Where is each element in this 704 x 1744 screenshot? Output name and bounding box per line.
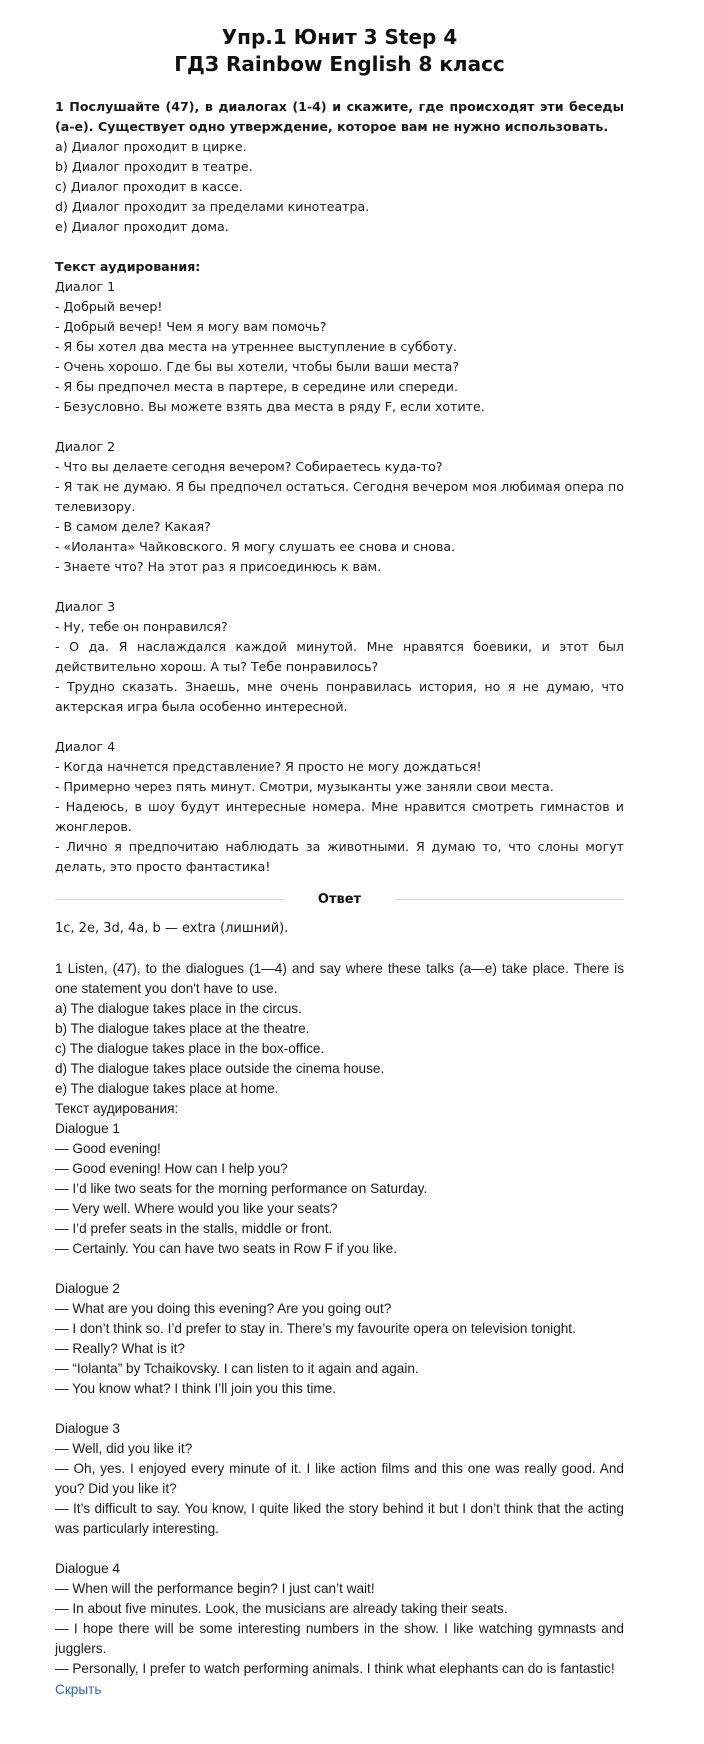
hide-link[interactable]: Скрыть [55, 1682, 102, 1697]
en-dialogue-line: — I’d like two seats for the morning performance on Saturday. [55, 1181, 428, 1196]
ru-option: c) Диалог проходит в кассе. [55, 179, 243, 194]
en-dialogue [55, 1279, 624, 1399]
answer-label: Ответ [317, 891, 362, 907]
en-option: c) The dialogue takes place in the box-office. [55, 1041, 325, 1056]
en-option: e) The dialogue takes place at home. [55, 1081, 279, 1096]
en-option: b) The dialogue takes place at the theatre. [55, 1021, 310, 1036]
spacer [55, 1399, 624, 1419]
en-option: d) The dialogue takes place outside the cinema house. [55, 1061, 385, 1076]
en-dialogue-title: Dialogue 1 [55, 1121, 120, 1136]
en-dialogue [55, 1559, 624, 1679]
en-dialogue-line: — Really? What is it? [55, 1341, 185, 1356]
ru-dialogue-title: Диалог 2 [55, 439, 116, 454]
ru-dialogue-line: - Я так не думаю. Я бы предпочел остаться. Сегодня вечером моя любимая опера по телевизору. [55, 479, 624, 514]
ru-dialogue-title: Диалог 3 [55, 599, 116, 614]
answer-divider [55, 889, 624, 909]
en-dialogue-title: Dialogue 2 [55, 1281, 120, 1296]
ru-dialogue-line: - Надеюсь, в шоу будут интересные номера. Мне нравится смотреть гимнастов и жонглеров. [55, 799, 624, 834]
en-dialogue [55, 1419, 624, 1539]
ru-dialogue [55, 437, 624, 577]
en-dialogue-line: — When will the performance begin? I just can’t wait! [55, 1581, 375, 1596]
ru-dialogue-line: - Добрый вечер! [55, 299, 163, 314]
title-line-1: Упр.1 Юнит 3 Step 4 [221, 25, 458, 49]
ru-dialogue [55, 737, 624, 877]
ru-dialogue-title: Диалог 1 [55, 279, 116, 294]
ru-dialogue-line: - О да. Я наслаждался каждой минутой. Мне нравятся боевики, и этот был действительно хорош. А ты? Тебе понравилось? [55, 639, 624, 674]
ru-dialogue-line: - Добрый вечер! Чем я могу вам помочь? [55, 319, 327, 334]
title-line-2: ГДЗ Rainbow English 8 класс [174, 52, 505, 76]
divider-line-left [55, 899, 284, 900]
ru-dialogue-line: - Примерно через пять минут. Смотри, музыканты уже заняли свои места. [55, 779, 554, 794]
ru-dialogue [55, 597, 624, 717]
russian-section [55, 97, 624, 877]
page-title [55, 24, 624, 78]
ru-dialogue-line: - Знаете что? На этот раз я присоединюсь к вам. [55, 559, 382, 574]
en-dialogue-line: — I’d prefer seats in the stalls, middle or front. [55, 1221, 333, 1236]
en-dialogue [55, 1119, 624, 1259]
ru-dialogue-line: - Когда начнется представление? Я просто не могу дождаться! [55, 759, 482, 774]
en-dialogue-line: — I don’t think so. I’d prefer to stay in. There’s my favourite opera on television tonight. [55, 1321, 576, 1336]
ru-dialogue-line: - Ну, тебе он понравился? [55, 619, 228, 634]
ru-dialogue-title: Диалог 4 [55, 739, 116, 754]
ru-option: e) Диалог проходит дома. [55, 219, 229, 234]
answer-key: 1c, 2e, 3d, 4a, b — extra (лишний). [55, 921, 289, 936]
ru-dialogue-line: - В самом деле? Какая? [55, 519, 211, 534]
ru-dialogue-line: - Трудно сказать. Знаешь, мне очень понравилась история, но я не думаю, что актерская игра была особенно интересной. [55, 679, 624, 714]
en-listening-heading: Текст аудирования: [55, 1101, 179, 1116]
ru-dialogue-line: - Я бы хотел два места на утреннее выступление в субботу. [55, 339, 457, 354]
ru-dialogue-line: - Что вы делаете сегодня вечером? Собираетесь куда-то? [55, 459, 443, 474]
en-dialogue-line: — Good evening! [55, 1141, 161, 1156]
ru-option: a) Диалог проходит в цирке. [55, 139, 247, 154]
spacer [55, 417, 624, 437]
ru-question: 1 Послушайте (47), в диалогах (1-4) и скажите, где происходят эти беседы (а-е). Существует одно утверждение, которое вам не нужно использовать. [55, 99, 624, 134]
ru-dialogue-line: - Лично я предпочитаю наблюдать за животными. Я думаю то, что слоны могут делать, это просто фантастика! [55, 839, 624, 874]
ru-dialogue [55, 277, 624, 417]
divider-line-right [395, 899, 624, 900]
ru-option: b) Диалог проходит в театре. [55, 159, 253, 174]
ru-dialogue-line: - «Иоланта» Чайковского. Я могу слушать ее снова и снова. [55, 539, 456, 554]
en-question: 1 Listen, (47), to the dialogues (1—4) and say where these talks (a—e) take place. There is one statement you don't have to use. [55, 961, 624, 996]
en-option: a) The dialogue takes place in the circus. [55, 1001, 302, 1016]
ru-dialogue-line: - Безусловно. Вы можете взять два места в ряду F, если хотите. [55, 399, 485, 414]
en-dialogue-title: Dialogue 4 [55, 1561, 120, 1576]
en-dialogue-title: Dialogue 3 [55, 1421, 120, 1436]
spacer [55, 577, 624, 597]
en-dialogue-line: — Well, did you like it? [55, 1441, 193, 1456]
en-dialogue-line: — What are you doing this evening? Are you going out? [55, 1301, 392, 1316]
en-dialogue-line: — Oh, yes. I enjoyed every minute of it. I like action films and this one was really good. And you? Did you like it? [55, 1461, 624, 1496]
en-dialogue-line: — Very well. Where would you like your seats? [55, 1201, 338, 1216]
en-dialogue-line: — I hope there will be some interesting numbers in the show. I like watching gymnasts and jugglers. [55, 1621, 624, 1656]
spacer [55, 1539, 624, 1559]
spacer [55, 1259, 624, 1279]
en-dialogue-line: — Certainly. You can have two seats in Row F if you like. [55, 1241, 398, 1256]
spacer [55, 717, 624, 737]
spacer [55, 237, 624, 257]
ru-dialogue-line: - Я бы предпочел места в партере, в середине или спереди. [55, 379, 458, 394]
ru-dialogue-line: - Очень хорошо. Где бы вы хотели, чтобы были ваши места? [55, 359, 460, 374]
en-dialogue-line: — Personally, I prefer to watch performing animals. I think what elephants can do is fantastic! [55, 1661, 615, 1676]
english-section [55, 959, 624, 1679]
en-dialogue-line: — “Iolanta” by Tchaikovsky. I can listen to it again and again. [55, 1361, 419, 1376]
en-dialogue-line: — In about five minutes. Look, the musicians are already taking their seats. [55, 1601, 508, 1616]
en-dialogue-line: — It’s difficult to say. You know, I quite liked the story behind it but I don’t think that the acting was particularly interesting. [55, 1501, 624, 1536]
en-dialogue-line: — You know what? I think I’ll join you this time. [55, 1381, 337, 1396]
ru-option: d) Диалог проходит за пределами кинотеатра. [55, 199, 370, 214]
en-dialogue-line: — Good evening! How can I help you? [55, 1161, 288, 1176]
ru-listening-heading: Текст аудирования: [55, 259, 201, 274]
